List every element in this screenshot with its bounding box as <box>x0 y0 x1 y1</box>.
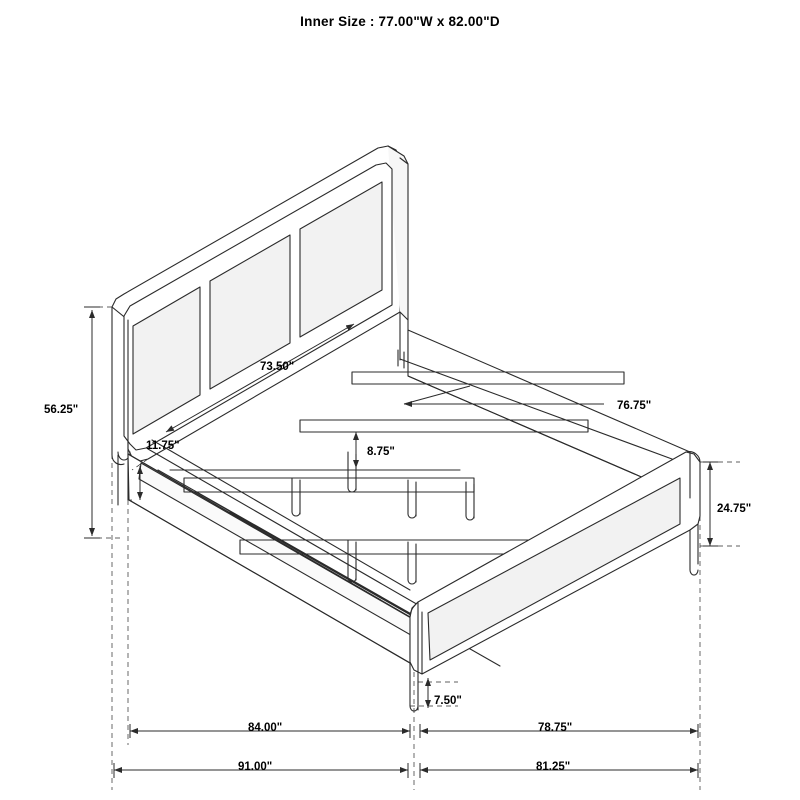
dim-headboard-height: 56.25" <box>44 404 79 416</box>
dim-footboard-height: 24.75" <box>717 503 752 515</box>
dim-overall-depth: 91.00" <box>238 761 273 773</box>
page-title: Inner Size : 77.00"W x 82.00"D <box>300 14 500 29</box>
dim-side-rail-height: 11.75" <box>146 440 180 452</box>
dim-slat-height: 8.75" <box>367 446 395 458</box>
dim-overall-width: 81.25" <box>536 761 571 773</box>
dim-headboard-panel-width: 73.50" <box>260 361 295 373</box>
dim-inner-depth: 84.00" <box>248 722 283 734</box>
dim-inner-rail-length: 76.75" <box>617 400 652 412</box>
dim-clearance-height: 7.50" <box>434 695 462 707</box>
dim-inner-width: 78.75" <box>538 722 573 734</box>
